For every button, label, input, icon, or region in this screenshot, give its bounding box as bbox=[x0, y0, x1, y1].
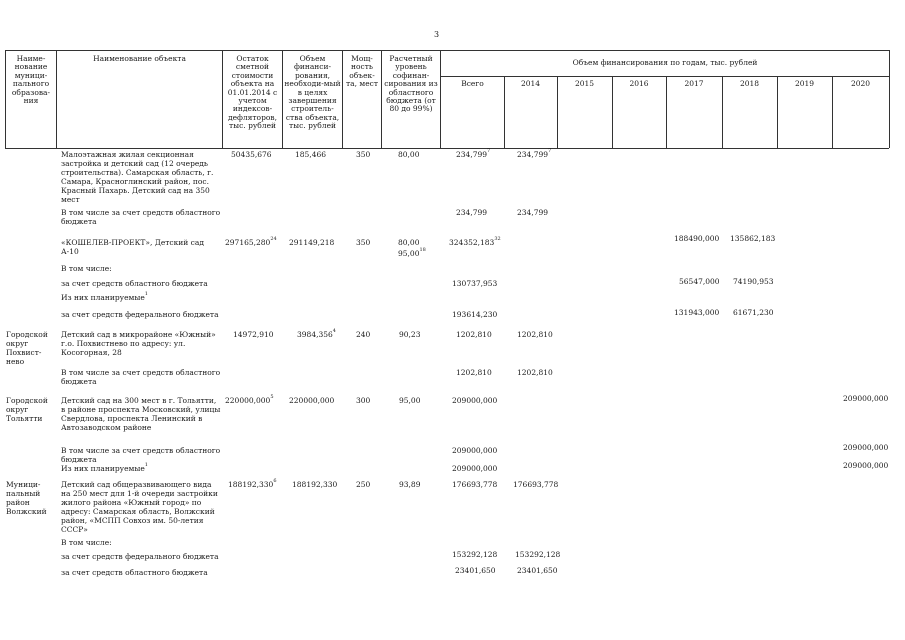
header-years-group: Объем финансирования по годам, тыс. рублей bbox=[572, 58, 758, 67]
total-value: 209000,000 bbox=[452, 464, 498, 473]
capacity-value: 350 bbox=[356, 238, 371, 247]
object-name: Детский сад в микрорайоне «Южный» г.о. Похвистнево по адресу: ул. Косогорная, 28 bbox=[61, 330, 216, 357]
header-year-2014: 2014 bbox=[520, 79, 541, 88]
object-name: В том числе за счет средств областного бюджета bbox=[61, 446, 221, 464]
object-name: Детский сад общеразвивающего вида на 250 мест для 1-й очереди застройки жилого района «Южный город» по адресу: Самарская область, Волжский район, «МСПП Совхоз им. 50-летия СССР» bbox=[61, 480, 218, 534]
level-value: 80,00 bbox=[398, 150, 420, 159]
total-value: 23401,650 bbox=[455, 566, 496, 575]
year-2014-value: 176693,778 bbox=[513, 480, 559, 489]
header-object-name: Наименование объекта bbox=[93, 54, 186, 63]
header-year-2017: 2017 bbox=[684, 79, 704, 88]
municipality-name: Городской округ Похвист-нево bbox=[6, 330, 48, 366]
page-number: 3 bbox=[434, 30, 440, 39]
year-2020-value: 209000,000 bbox=[843, 443, 889, 452]
object-name: за счет средств федерального бюджета bbox=[61, 552, 219, 561]
total-value: 234,799$^7$ bbox=[456, 148, 491, 159]
volume-value: 185,466 bbox=[295, 150, 327, 159]
total-value: 193614,230 bbox=[452, 310, 498, 319]
volume-value: 291149,218 bbox=[289, 238, 335, 247]
year-2014-value: 23401,650 bbox=[517, 566, 558, 575]
object-name: Детский сад на 300 мест в г. Тольятти, в районе проспекта Московский, улицы Свердлова, проспекта Ленинский в Автозаводском районе bbox=[61, 396, 221, 432]
object-name: В том числе за счет средств областного бюджета bbox=[61, 368, 221, 386]
capacity-value: 240 bbox=[356, 330, 371, 339]
year-2018-value: 61671,230 bbox=[733, 308, 774, 317]
total-value: 130737,953 bbox=[452, 279, 498, 288]
header-year-2020: 2020 bbox=[850, 79, 871, 88]
object-name: Малоэтажная жилая секционная застройка и детский сад (12 очередь строительства). Самарская область, г. Самара, Красноглинский район, пос. Красный Пахарь. Детский сад на 350 мест bbox=[61, 150, 214, 204]
year-2017-value: 188490,000 bbox=[674, 234, 720, 243]
year-2020-value: 209000,000 bbox=[843, 461, 889, 470]
remainder-value: 50435,676 bbox=[231, 150, 272, 159]
total-value: 234,799 bbox=[456, 208, 488, 217]
capacity-value: 250 bbox=[356, 480, 371, 489]
header-year-2019: 2019 bbox=[794, 79, 815, 88]
year-2017-value: 131943,000 bbox=[674, 308, 720, 317]
object-name: «КОШЕЛЕВ-ПРОЕКТ», Детский сад А-10 bbox=[61, 238, 204, 256]
volume-value: 188192,330 bbox=[292, 480, 338, 489]
header-capacity: Мощ-ность объек-та, мест bbox=[345, 54, 378, 89]
object-name: за счет средств областного бюджета bbox=[61, 568, 208, 577]
planned-label: Из них планируемые$^1$ bbox=[61, 291, 148, 302]
header-year-2015: 2015 bbox=[574, 79, 595, 88]
level-value-alt: 95,00$^{18}$ bbox=[398, 247, 426, 258]
year-2014-value: 153292,128 bbox=[515, 550, 561, 559]
year-2018-value: 135862,183 bbox=[730, 234, 776, 243]
total-value: 324352,183$^{32}$ bbox=[449, 236, 501, 247]
level-value: 93,89 bbox=[399, 480, 421, 489]
header-year-2016: 2016 bbox=[629, 79, 649, 88]
year-2017-value: 56547,000 bbox=[679, 277, 720, 286]
year-2014-value: 234,799 bbox=[517, 208, 549, 217]
header-municipality: Наиме-нование муници-пального образова-ния bbox=[11, 54, 51, 106]
total-value: 1202,810 bbox=[456, 368, 492, 377]
total-value: 153292,128 bbox=[452, 550, 498, 559]
total-value: 176693,778 bbox=[452, 480, 498, 489]
year-2018-value: 74190,953 bbox=[733, 277, 774, 286]
object-name: за счет средств федерального бюджета bbox=[61, 310, 219, 319]
remainder-value: 297165,280$^{24}$ bbox=[225, 236, 277, 247]
subheading-including: В том числе: bbox=[61, 264, 112, 273]
header-volume: Объем финанси-рования, необходи-мый в целях завершения строитель-ства объекта, тыс. рублей bbox=[284, 54, 341, 131]
year-2020-value: 209000,000 bbox=[843, 394, 889, 403]
capacity-value: 300 bbox=[356, 396, 371, 405]
remainder-value: 14972,910 bbox=[233, 330, 274, 339]
header-year-2018: 2018 bbox=[739, 79, 760, 88]
total-value: 209000,000 bbox=[452, 446, 498, 455]
header-cofinancing-level: Расчетный уровень софинан-сирования из областного бюджета (от 80 до 99%) bbox=[384, 54, 438, 114]
level-value: 90,23 bbox=[399, 330, 421, 339]
level-value: 95,00 bbox=[399, 396, 421, 405]
remainder-value: 220000,000$^5$ bbox=[225, 394, 274, 405]
year-2014-value: 1202,810 bbox=[517, 330, 553, 339]
volume-value: 220000,000 bbox=[289, 396, 335, 405]
municipality-name: Муници-пальный район Волжский bbox=[6, 480, 47, 516]
volume-value: 3984,356$^4$ bbox=[297, 328, 336, 339]
capacity-value: 350 bbox=[356, 150, 371, 159]
level-value: 80,00 bbox=[398, 238, 420, 247]
remainder-value: 188192,330$^6$ bbox=[228, 478, 277, 489]
object-name: за счет средств областного бюджета bbox=[61, 279, 208, 288]
subheading-including: В том числе: bbox=[61, 538, 112, 547]
header-remainder: Остаток сметной стоимости объекта на 01.01.2014 с учетом индексов-дефляторов, тыс. рублей bbox=[227, 54, 278, 131]
municipality-name: Городской округ Тольятти bbox=[6, 396, 48, 423]
total-value: 209000,000 bbox=[452, 396, 498, 405]
year-2014-value: 234,799$^7$ bbox=[517, 148, 552, 159]
object-name: В том числе за счет средств областного бюджета bbox=[61, 208, 221, 226]
planned-label: Из них планируемые$^1$ bbox=[61, 462, 148, 473]
header-total: Всего bbox=[461, 79, 484, 88]
total-value: 1202,810 bbox=[456, 330, 492, 339]
year-2014-value: 1202,810 bbox=[517, 368, 553, 377]
